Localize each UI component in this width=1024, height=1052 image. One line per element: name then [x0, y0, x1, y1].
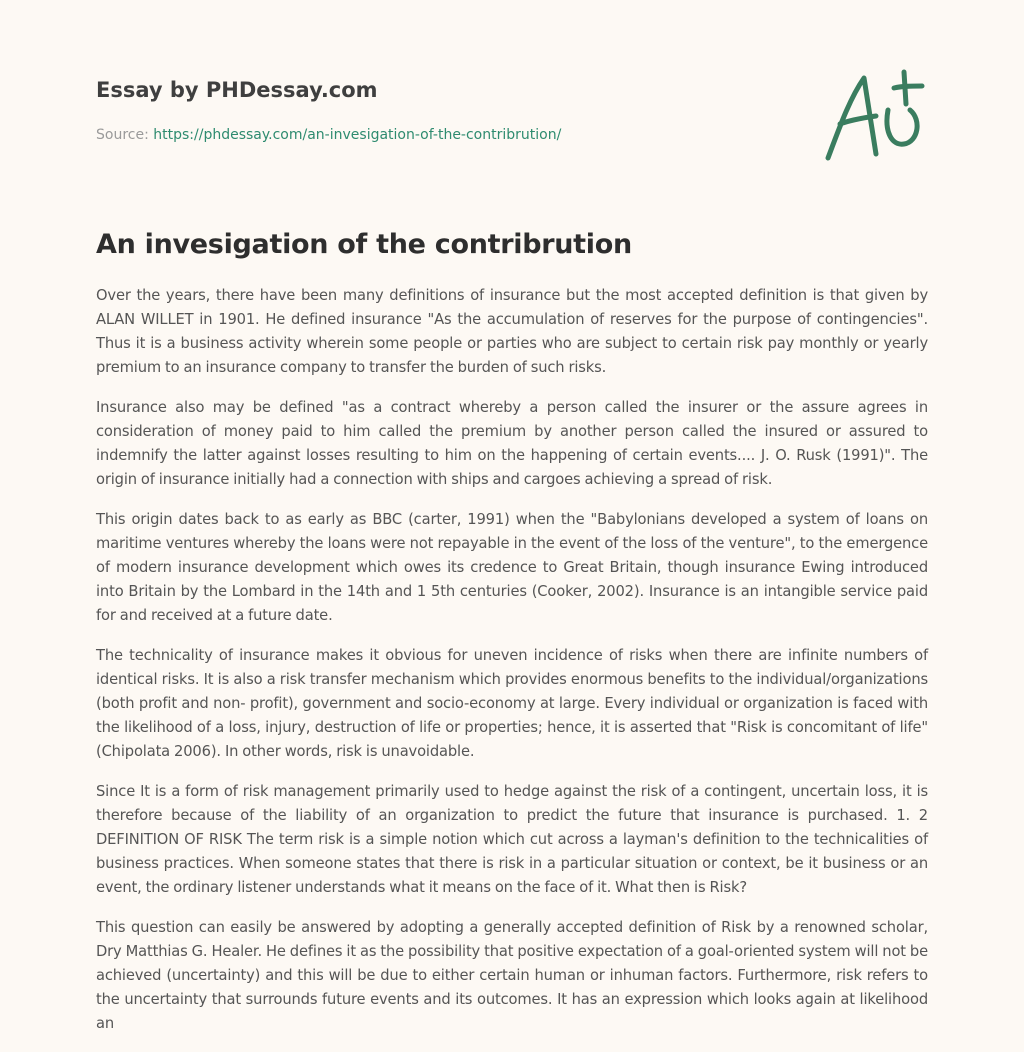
source-label: Source:: [96, 127, 154, 143]
source-line: [96, 125, 928, 145]
source-link[interactable]: https://phdessay.com/an-invesigation-of-the-contribrution/: [153, 127, 562, 143]
paragraph: Since It is a form of risk management primarily used to hedge against the risk of a contingent, uncertain loss, it is therefore because of the liability of an organization to predict the future that insurance is purchased. 1. 2 DEFINITION OF RISK The term risk is a simple notion which cut across a layman's definition to the technicalities of business practices. When someone states that there is risk in a particular situation or context, be it business or an event, the ordinary listener understands what it means on the face of it. What then is Risk?: [96, 783, 928, 896]
article-title: An invesigation of the contribrution: [96, 229, 632, 260]
page-header: [96, 76, 928, 145]
paragraph: Insurance also may be defined "as a contract whereby a person called the insurer or the assure agrees in consideration of money paid to him called the premium by another person called the insured or assured to indemnify the latter against losses resulting to him on the happening of certain events.... J. O. Rusk (1991)". The origin of insurance initially had a connection with ships and cargoes achieving a spread of risk.: [96, 399, 928, 488]
brand-title: Essay by PHDessay.com: [96, 78, 378, 102]
a-plus-logo-icon: [818, 66, 930, 166]
paragraph: This question can easily be answered by adopting a generally accepted definition of Risk by a renowned scholar, Dry Matthias G. Healer. He defines it as the possibility that positive expectation of a goal-oriented system will not be achieved (uncertainty) and this will be due to either certain human or inhuman factors. Furthermore, risk refers to the uncertainty that surrounds future events and its outcomes. It has an expression which looks again at likelihood an: [96, 919, 928, 1032]
paragraph: The technicality of insurance makes it obvious for uneven incidence of risks when there are infinite numbers of identical risks. It is also a risk transfer mechanism which provides enormous benefits to the individual/organizations (both profit and non- profit), government and socio-economy at large. Every individual or organization is faced with the likelihood of a loss, injury, destruction of life or properties; hence, it is asserted that "Risk is concomitant of life" (Chipolata 2006). In other words, risk is unavoidable.: [96, 647, 928, 760]
paragraph: Over the years, there have been many definitions of insurance but the most accepted definition is that given by ALAN WILLET in 1901. He defined insurance "As the accumulation of reserves for the purpose of contingencies". Thus it is a business activity wherein some people or parties who are subject to certain risk pay monthly or yearly premium to an insurance company to transfer the burden of such risks.: [96, 287, 928, 376]
article-body: [96, 284, 928, 1052]
paragraph: This origin dates back to as early as BBC (carter, 1991) when the "Babylonians developed a system of loans on maritime ventures whereby the loans were not repayable in the event of the loss of the venture", to the emergence of modern insurance development which owes its credence to Great Britain, though insurance Ewing introduced into Britain by the Lombard in the 14th and 1 5th centuries (Cooker, 2002). Insurance is an intangible service paid for and received at a future date.: [96, 511, 928, 624]
